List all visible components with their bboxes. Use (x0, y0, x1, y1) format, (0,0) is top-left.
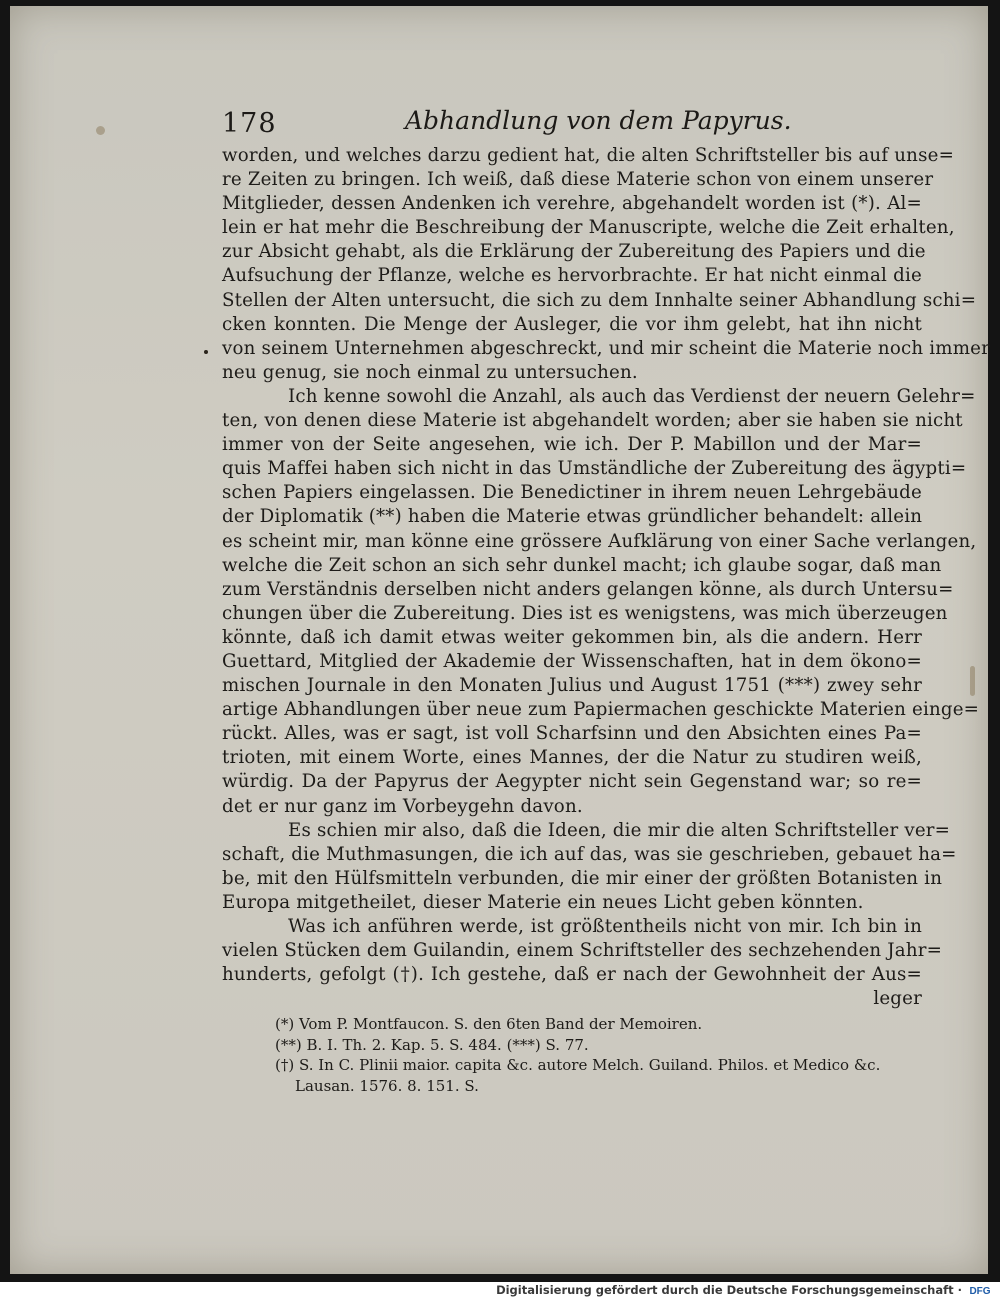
paper-stain (970, 666, 975, 696)
text-line: det er nur ganz im Vorbeygehn davon. (222, 795, 583, 817)
text-line: trioten, mit einem Worte, eines Mannes, der die Natur zu studiren weiß, (222, 747, 922, 769)
margin-mark (204, 350, 208, 354)
paper-stain (96, 126, 105, 135)
text-line: Aufsuchung der Pflanze, welche es hervorbrachte. Er hat nicht einmal die (222, 265, 922, 287)
footnote-continuation: Lausan. 1576. 8. 151. S. (295, 1076, 479, 1095)
text-line: chungen über die Zubereitung. Dies ist es wenigstens, was mich überzeugen (222, 602, 948, 624)
text-line: cken konnten. Die Menge der Ausleger, die vor ihm gelebt, hat ihn nicht (222, 313, 922, 335)
page-number: 178 (222, 108, 277, 139)
running-title: Abhandlung von dem Papyrus. (405, 106, 792, 135)
text-line: vielen Stücken dem Guilandin, einem Schriftsteller des sechzehenden Jahr= (222, 940, 943, 962)
catchword: leger (873, 988, 922, 1010)
text-line: hunderts, gefolgt (†). Ich gestehe, daß er nach der Gewohnheit der Aus= (222, 964, 922, 986)
text-line: artige Abhandlungen über neue zum Papiermachen geschickte Materien einge= (222, 699, 980, 721)
body-text (222, 144, 991, 1011)
text-line: würdig. Da der Papyrus der Aegypter nicht sein Gegenstand war; so re= (222, 771, 922, 793)
text-line: re Zeiten zu bringen. Ich weiß, daß diese Materie schon von einem unserer (222, 169, 934, 191)
text-line: mischen Journale in den Monaten Julius und August 1751 (***) zwey sehr (222, 675, 922, 697)
text-line: ten, von denen diese Materie ist abgehandelt worden; aber sie haben sie nicht (222, 410, 963, 432)
text-line: Stellen der Alten untersucht, die sich zu dem Innhalte seiner Abhandlung schi= (222, 289, 977, 311)
text-line: Was ich anführen werde, ist größtentheils nicht von mir. Ich bin in (288, 916, 922, 937)
text-line: es scheint mir, man könne eine grössere Aufklärung von einer Sache verlangen, (222, 530, 977, 552)
text-line: Mitglieder, dessen Andenken ich verehre, abgehandelt worden ist (*). Al= (222, 193, 922, 215)
text-line: könnte, daß ich damit etwas weiter gekommen bin, als die andern. Herr (222, 626, 922, 648)
text-line: Es schien mir also, daß die Ideen, die mir die alten Schriftsteller ver= (288, 819, 951, 841)
text-line: rückt. Alles, was er sagt, ist voll Scharfsinn und den Absichten eines Pa= (222, 723, 922, 745)
text-line: Guettard, Mitglied der Akademie der Wissenschaften, hat in dem ökono= (222, 650, 922, 672)
text-line: schen Papiers eingelassen. Die Benedictiner in ihrem neuen Lehrgebäude (222, 482, 922, 504)
text-line: be, mit den Hülfsmitteln verbunden, die mir einer der größten Botanisten in (222, 867, 943, 889)
footnotes (275, 1014, 935, 1096)
text-line: worden, und welches darzu gedient hat, die alten Schriftsteller bis auf unse= (222, 145, 955, 166)
digitization-credit: Digitalisierung gefördert durch die Deutsche Forschungsgemeinschaft · (496, 1283, 962, 1297)
text-line: der Diplomatik (**) haben die Materie etwas gründlicher behandelt: allein (222, 506, 923, 528)
footnote: (**) B. I. Th. 2. Kap. 5. S. 484. (***) S. 77. (275, 1035, 589, 1054)
digitization-credit-bar (0, 1282, 1000, 1299)
page-header (222, 104, 792, 144)
text-line: neu genug, sie noch einmal zu untersuchen. (222, 361, 638, 383)
dfg-logo (966, 1284, 994, 1296)
text-line: zum Verständnis derselben nicht anders gelangen könne, als durch Untersu= (222, 578, 954, 600)
text-line: zur Absicht gehabt, als die Erklärung der Zubereitung des Papiers und die (222, 241, 926, 263)
text-line: immer von der Seite angesehen, wie ich. Der P. Mabillon und der Mar= (222, 434, 922, 456)
text-line: von seinem Unternehmen abgeschreckt, und mir scheint die Materie noch immer (222, 337, 991, 359)
text-line: Europa mitgetheilet, dieser Materie ein neues Licht geben könnten. (222, 891, 864, 913)
text-line: quis Maffei haben sich nicht in das Umständliche der Zubereitung des ägypti= (222, 458, 967, 480)
text-line: schaft, die Muthmasungen, die ich auf das, was sie geschrieben, gebauet ha= (222, 843, 957, 865)
footnote: (†) S. In C. Plinii maior. capita &c. autore Melch. Guiland. Philos. et Medico &c. (275, 1056, 881, 1074)
footnote: (*) Vom P. Montfaucon. S. den 6ten Band der Memoiren. (275, 1015, 703, 1033)
text-line: welche die Zeit schon an sich sehr dunkel macht; ich glaube sogar, daß man (222, 554, 942, 576)
text-line: lein er hat mehr die Beschreibung der Manuscripte, welche die Zeit erhalten, (222, 217, 955, 239)
dfg-logo-text: DFG (969, 1286, 991, 1296)
text-line: Ich kenne sowohl die Anzahl, als auch das Verdienst der neuern Gelehr= (288, 385, 976, 407)
